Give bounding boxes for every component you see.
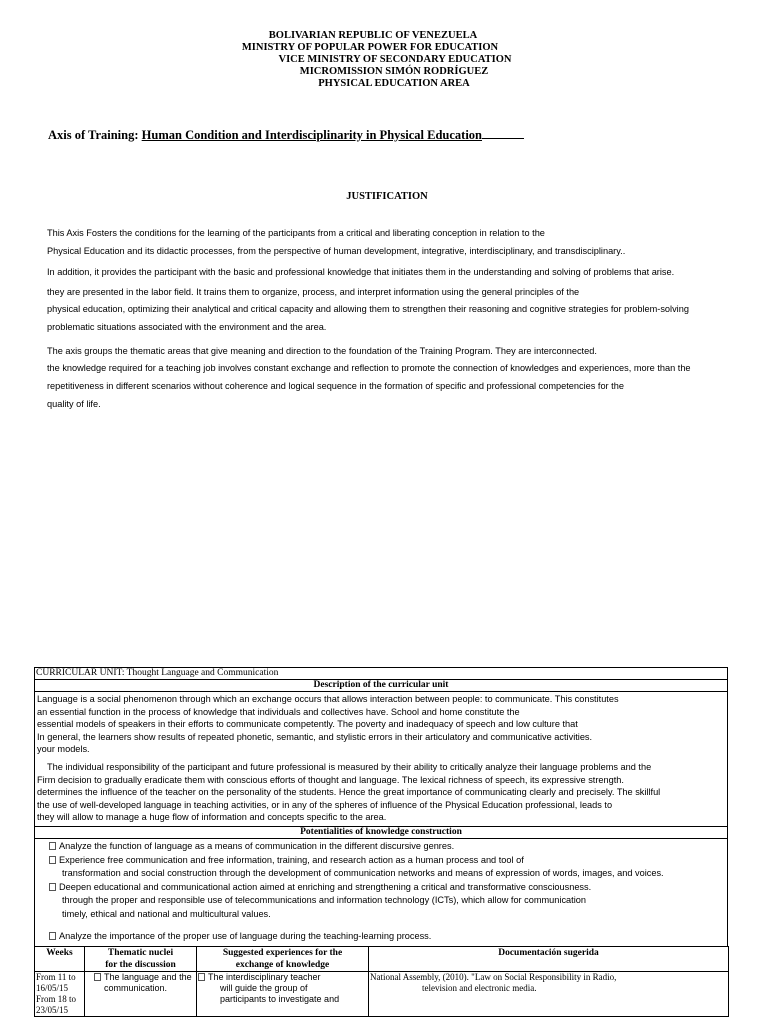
bullet-box-icon <box>94 973 101 981</box>
justification-line: quality of life. <box>47 399 101 409</box>
justification-line: repetitiveness in different scenarios without coherence and logical sequence in the formation of specific and professional competencies for the <box>47 381 624 391</box>
description-line: Language is a social phenomenon through which an exchange occurs that allows interaction between people: to communicate. This constitutes <box>37 694 619 704</box>
justification-line: they are presented in the labor field. It trains them to organize, process, and interpret information using the general principles of the <box>47 287 580 297</box>
curricular-unit-title: CURRICULAR UNIT: Thought Language and Communication <box>35 668 728 680</box>
paragraph-gap <box>49 922 725 930</box>
potentiality-item <box>49 840 725 854</box>
document-header <box>0 30 768 90</box>
header-line-republic: BOLIVARIAN REPUBLIC OF VENEZUELA <box>268 30 478 41</box>
description-line: The individual responsibility of the participant and future professional is measured by their ability to critically analyze their language problems and the <box>37 761 652 772</box>
experience-text: The interdisciplinary teacher <box>208 972 321 983</box>
justification-line: problematic situations associated with the environment and the area. <box>47 322 327 332</box>
documentation-line: television and electronic media. <box>422 983 537 994</box>
schedule-grid <box>34 946 729 1017</box>
description-body <box>35 692 728 827</box>
column-header-weeks-label: Weeks <box>46 948 73 959</box>
bullet-box-icon <box>49 842 56 850</box>
experiences-cell <box>197 972 369 1017</box>
experience-item <box>198 972 367 983</box>
curricular-unit-table <box>34 667 728 1017</box>
description-line: the use of well-developed language in teaching activities, or in any of the spheres of influence of the Physical Education professional, leads to <box>37 799 613 810</box>
justification-heading: JUSTIFICATION <box>346 191 428 202</box>
weeks-line: From 18 to <box>36 994 77 1005</box>
potentiality-item <box>49 854 725 868</box>
description-line: your models. <box>37 744 90 755</box>
justification-line: This Axis Fosters the conditions for the learning of the participants from a critical and liberating conception in relation to the <box>47 228 545 238</box>
bullet-box-icon <box>49 932 56 940</box>
potentialities-list <box>35 838 728 946</box>
documentation-cell <box>369 972 729 1017</box>
axis-label: Axis of Training: <box>48 128 142 142</box>
experience-continuation: participants to investigate and <box>220 994 340 1005</box>
nucleus-text: The language and the <box>104 972 192 983</box>
description-line: determines the influence of the teacher on the personality of the students. Hence the great importance of communicating clearly and precisely. The skillful <box>37 787 661 798</box>
description-heading: Description of the curricular unit <box>35 680 728 692</box>
justification-line: physical education, optimizing their analytical and critical capacity and allowing them to strengthen their reasoning and cognitive strategies for problem-solving <box>47 304 689 314</box>
documentation-line: National Assembly, (2010). "Law on Social Responsibility in Radio, <box>370 972 617 983</box>
justification-line: In addition, it provides the participant with the basic and professional knowledge that initiates them in the understanding and solving of problems that arise. <box>47 267 675 277</box>
potentiality-continuation: transformation and social construction through the development of communication networks and means of expression of words, images, and voices. <box>62 868 664 879</box>
description-line: Firm decision to gradually eradicate them with conscious efforts of thought and language. The lexical richness of speech, its expressive strength. <box>37 774 624 785</box>
potentiality-text: Analyze the importance of the proper use of language during the teaching-learning process. <box>59 930 432 941</box>
axis-value: Human Condition and Interdisciplinarity in Physical Education <box>141 128 483 142</box>
justification-line: Physical Education and its didactic processes, from the perspective of human development, integrative, interdisciplinary, and transdisciplinary.. <box>47 246 626 256</box>
justification-line: The axis groups the thematic areas that give meaning and direction to the foundation of the Training Program. They are interconnected. <box>47 346 597 356</box>
potentiality-continuation: through the proper and responsible use of telecommunications and information technology (ICTs), which allow for communication <box>62 895 586 906</box>
description-line: In general, the learners show results of repeated phonetic, semantic, and stylistic errors in their articulatory and communicative activities. <box>37 731 593 742</box>
description-line: essential models of speakers in their efforts to communicate competently. The poverty and inadequacy of speech and low culture that <box>37 719 578 730</box>
column-header-suggested-label: Suggested experiences for the <box>222 948 343 959</box>
column-header-nuclei-label-2: for the discussion <box>105 960 176 971</box>
weeks-line: From 11 to <box>36 972 76 983</box>
header-line-ministry: MINISTRY OF POPULAR POWER FOR EDUCATION <box>241 42 499 53</box>
bullet-box-icon <box>49 883 56 891</box>
description-line: they will allow to manage a huge flow of information and concepts specific to the area. <box>37 812 387 823</box>
axis-of-training <box>48 127 524 143</box>
nuclei-cell <box>85 972 197 1017</box>
potentiality-continuation: timely, ethical and national and multicultural values. <box>62 908 271 919</box>
potentiality-text: Experience free communication and free information, training, and research action as a human process and tool of <box>59 854 524 865</box>
axis-underline-blank <box>482 127 524 139</box>
header-line-micromission: MICROMISSION SIMÓN RODRÍGUEZ <box>299 66 489 77</box>
weeks-line: 16/05/15 <box>36 983 69 994</box>
header-line-area: PHYSICAL EDUCATION AREA <box>318 78 470 89</box>
bullet-box-icon <box>49 856 56 864</box>
column-header-documentation: Documentación sugerida <box>369 947 729 972</box>
potentiality-text: Analyze the function of language as a means of communication in the different discursive genres. <box>59 840 455 851</box>
weeks-cell <box>35 972 85 1017</box>
description-line: an essential function in the process of knowledge that individuals and collectives have. School and home constitute the <box>37 706 520 717</box>
header-line-vice-ministry: VICE MINISTRY OF SECONDARY EDUCATION <box>278 54 512 65</box>
nucleus-item <box>86 972 195 983</box>
potentialities-heading: Potentialities of knowledge construction <box>35 826 728 838</box>
experience-continuation: will guide the group of <box>220 983 308 994</box>
justification-line: the knowledge required for a teaching job involves constant exchange and reflection to promote the connection of knowledges and experiences, more than the <box>47 363 691 373</box>
potentiality-item <box>49 930 725 944</box>
column-header-nuclei <box>85 947 197 972</box>
potentiality-item <box>49 881 725 895</box>
potentiality-text: Deepen educational and communicational action aimed at enriching and strengthening a critical and transformative consciousness. <box>59 881 592 892</box>
bullet-box-icon <box>198 973 205 981</box>
column-header-suggested-label-2: exchange of knowledge <box>235 960 330 971</box>
column-header-suggested <box>197 947 369 972</box>
column-header-weeks <box>35 947 85 972</box>
weeks-line: 23/05/15 <box>36 1005 69 1016</box>
column-header-nuclei-label: Thematic nuclei <box>107 948 174 959</box>
nucleus-continuation: communication. <box>104 983 168 994</box>
